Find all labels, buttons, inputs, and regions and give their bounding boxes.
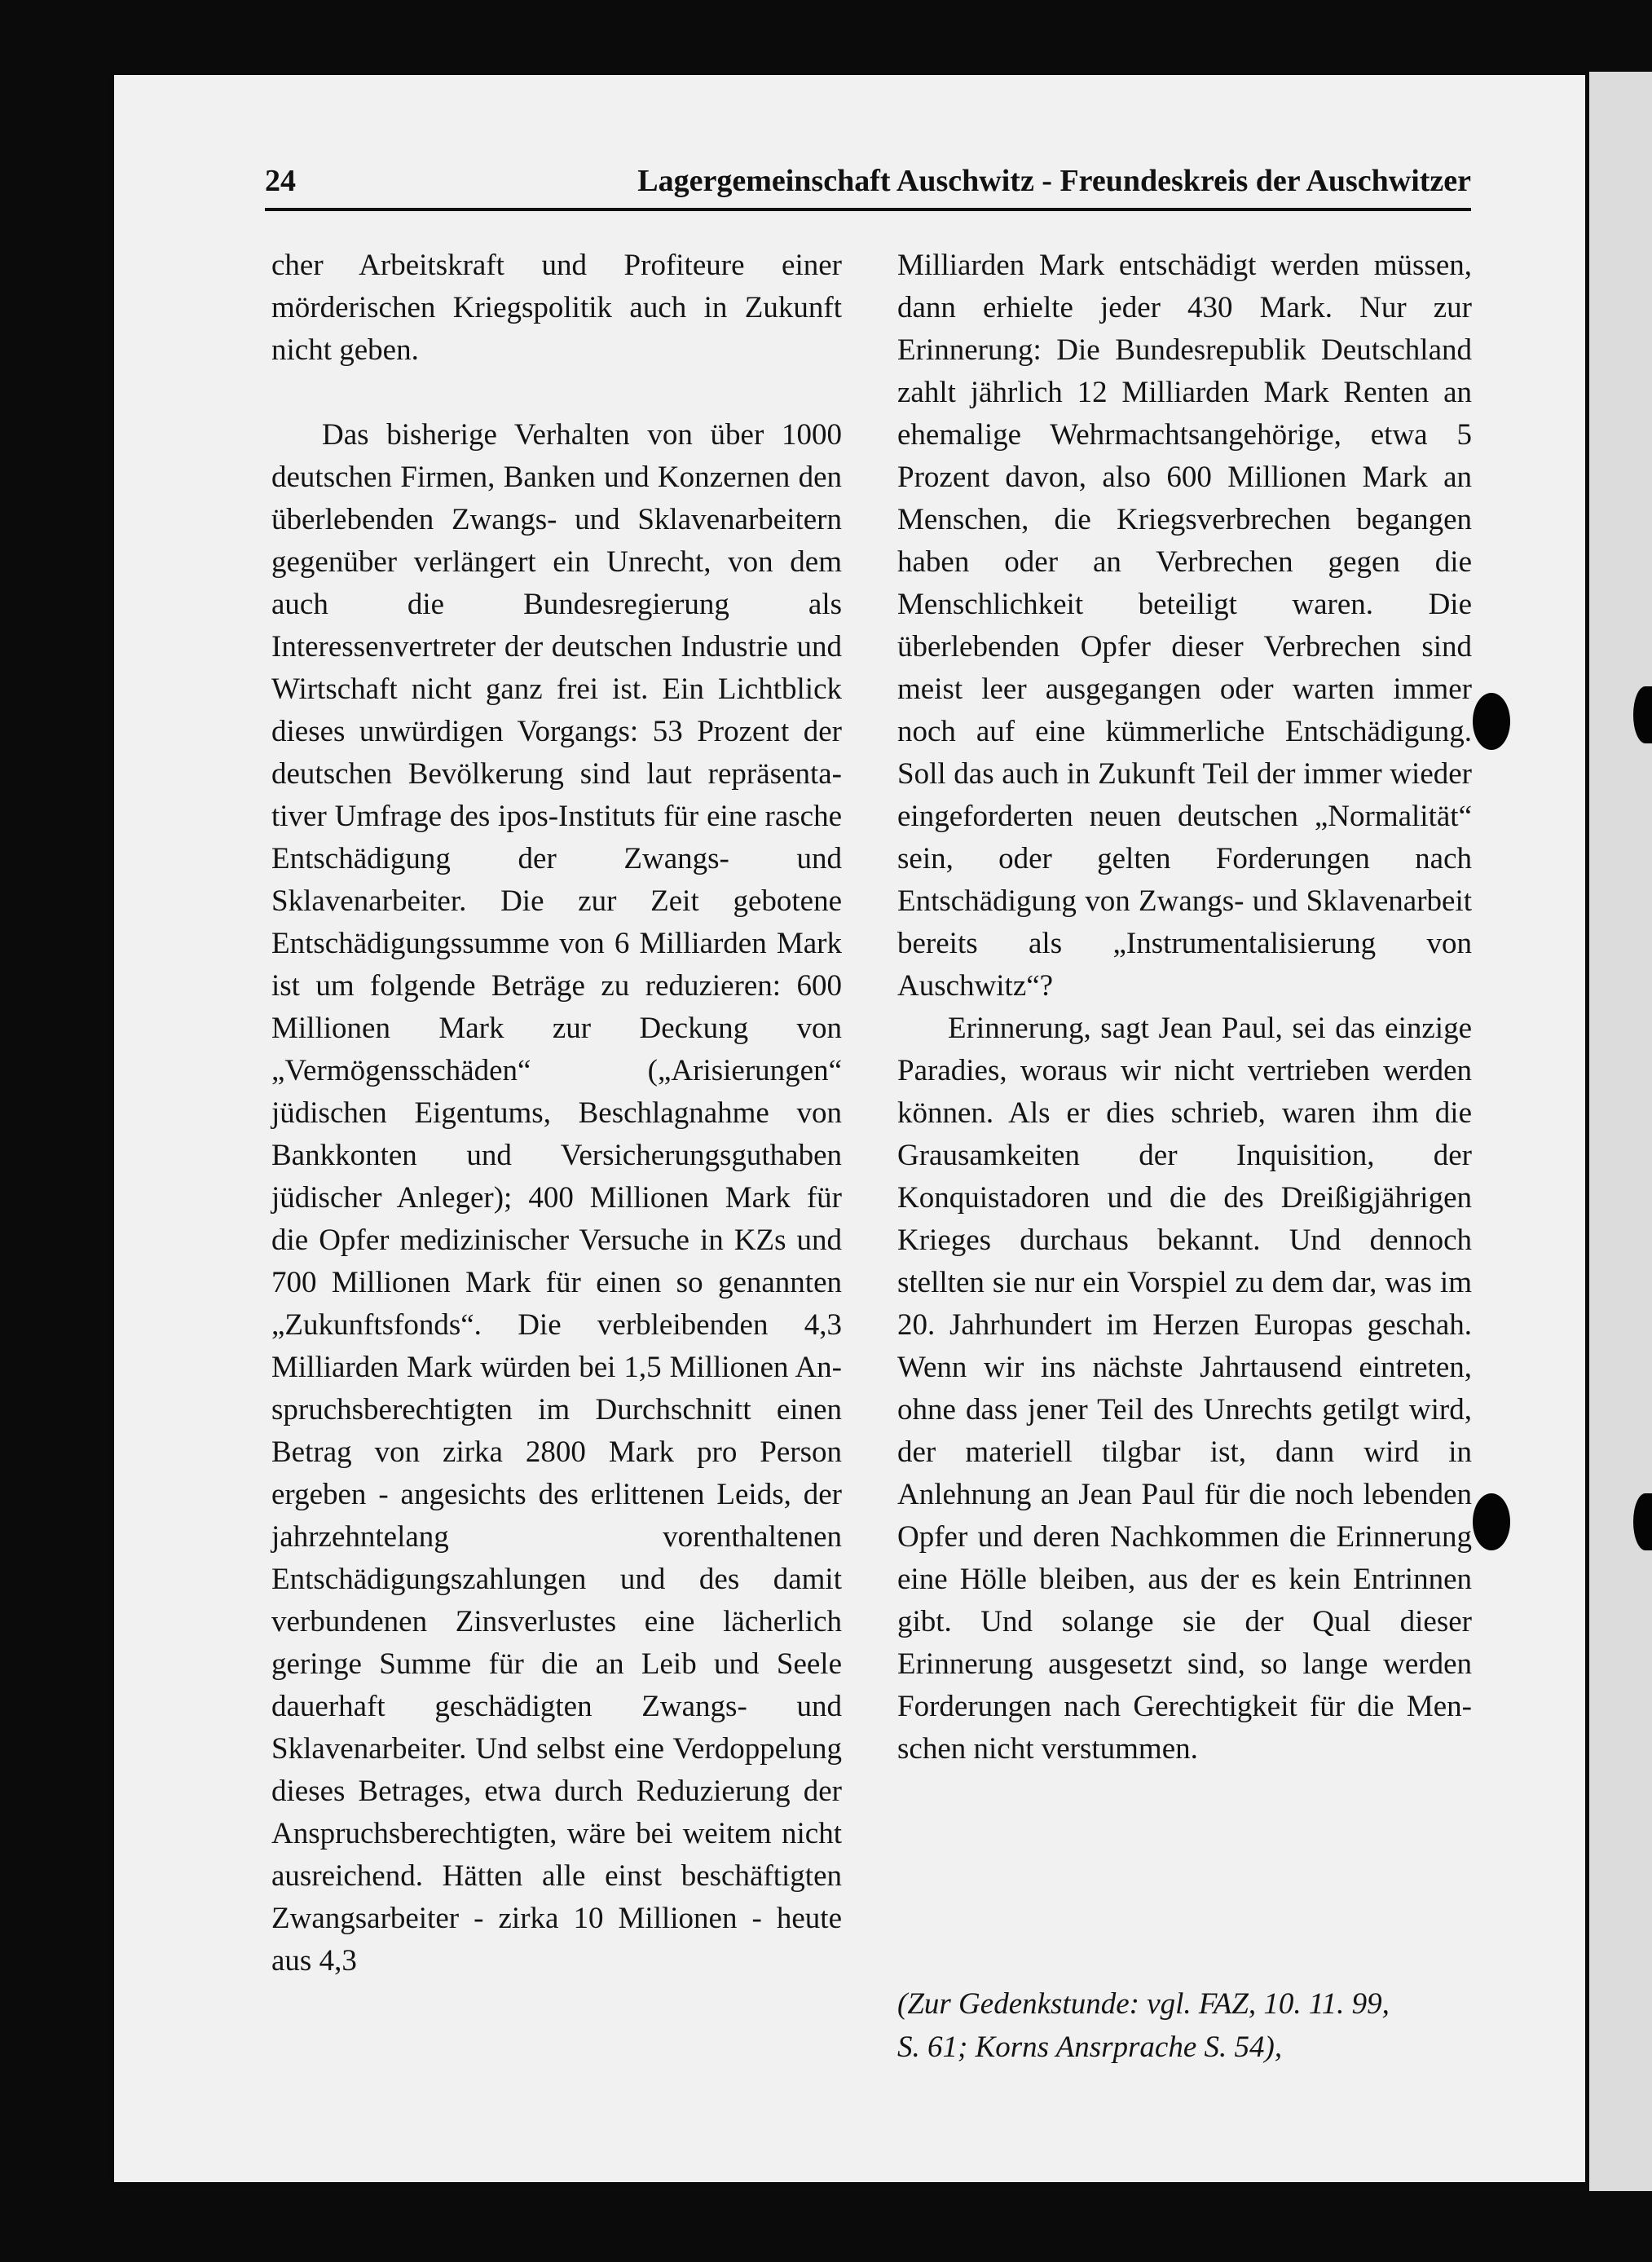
punch-hole-top xyxy=(1473,693,1510,750)
punch-hole-edge-top xyxy=(1633,686,1652,743)
left-column xyxy=(271,245,842,1982)
punch-hole-edge-bottom xyxy=(1633,1493,1652,1550)
left-paragraph-1: cher Arbeitskraft und Profiteure einer mörderischen Kriegspolitik auch in Zukunft nicht geben. xyxy=(271,249,842,367)
page-number: 24 xyxy=(265,164,296,198)
right-paragraph-1: Milliarden Mark entschädigt werden müssen, dann erhielte jeder 430 Mark. Nur zur Erinnerung: Die Bundesrepublik Deutschland zahlt jährlich 12 Milliarden Mark Renten an ehemalige Wehrmachtsangehörige, etwa 5 Prozent davon, also 600 Millionen Mark an Menschen, die Kriegsverbrechen begangen haben oder an Verbrechen gegen die Menschlichkeit beteiligt waren. Die überlebenden Opfer dieser Verbrechen sind meist leer ausgegangen oder warten immer noch auf eine kümmerliche Entschädigung. Soll das auch in Zukunft Teil der immer wieder eingeforderten neuen deutschen „Normalität“ sein, oder gelten Forderungen nach Entschädigung von Zwangs- und Sklavenarbeit bereits als „Instrumentalisierung von Auschwitz“? xyxy=(897,249,1472,1003)
right-paragraph-2: Erinnerung, sagt Jean Paul, sei das einzige Paradies, woraus wir nicht vertrieben werden können. Als er dies schrieb, waren ihm die Grausamkeiten der Inquisition, der Konquistadoren und die des Dreißigjährigen Krieges durchaus bekannt. Und dennoch stellten sie nur ein Vorspiel zu dem dar, was im 20. Jahrhundert im Herzen Europas geschah. Wenn wir ins nächste Jahrtausend eintreten, ohne dass jener Teil des Unrechts getilgt wird, der materiell tilgbar ist, dann wird in Anlehnung an Jean Paul für die noch lebenden Opfer und deren Nachkommen die Erinnerung eine Hölle bleiben, aus der es kein Entrinnen gibt. Und solange sie der Qual dieser Erinnerung ausgesetzt sind, so lange werden Forderungen nach Gerechtigkeit für die Menschen nicht verstummen. xyxy=(897,1012,1472,1766)
header-rule xyxy=(265,208,1471,211)
punch-hole-bottom xyxy=(1473,1493,1510,1550)
citation xyxy=(897,1982,1472,2069)
left-paragraph-2: Das bisherige Verhalten von über 1000 deutschen Firmen, Banken und Konzernen den überlebenden Zwangs- und Sklavenarbeitern gegenüber verlängert ein Unrecht, von dem auch die Bundesregierung als Interessenvertreter der deutschen Industrie und Wirtschaft nicht ganz frei ist. Ein Lichtblick dieses unwürdigen Vorgangs: 53 Prozent der deutschen Bevölkerung sind laut repräsentativer Umfrage des ipos-Instituts für eine rasche Entschädigung der Zwangs- und Sklavenarbeiter. Die zur Zeit gebotene Entschädigungssumme von 6 Milliarden Mark ist um folgende Beträge zu reduzieren: 600 Millionen Mark zur Deckung von „Vermögensschäden“ („Arisierungen“ jüdischen Eigentums, Beschlagnahme von Bankkonten und Versicherungsguthaben jüdischer Anleger); 400 Millionen Mark für die Opfer medizinischer Versuche in KZs und 700 Millionen Mark für einen so genannten „Zukunftsfonds“. Die verbleibenden 4,3 Milliarden Mark würden bei 1,5 Millionen Anspruchsberechtigten im Durchschnitt einen Betrag von zirka 2800 Mark pro Person ergeben - angesichts des erlittenen Leids, der jahrzehntelang vorenthaltenen Entschädigungszahlungen und des damit verbundenen Zinsverlustes eine lächerlich geringe Summe für die an Leib und Seele dauerhaft geschädigten Zwangs- und Sklavenarbeiter. Und selbst eine Verdoppelung dieses Betrages, etwa durch Reduzierung der Anspruchsberechtigten, wäre bei weitem nicht ausreichend. Hätten alle einst beschäftigten Zwangsarbeiter - zirka 10 Millionen - heute aus 4,3 xyxy=(271,418,842,1978)
page-header xyxy=(265,163,1471,205)
right-column xyxy=(897,245,1472,1770)
running-title: Lagergemeinschaft Auschwitz - Freundeskreis der Auschwitzer xyxy=(637,164,1471,198)
citation-line-1: (Zur Gedenkstunde: vgl. FAZ, 10. 11. 99, xyxy=(897,1987,1390,2021)
next-page-edge xyxy=(1589,72,1652,2191)
citation-line-2: S. 61; Korns Ansrprache S. 54), xyxy=(897,2031,1283,2064)
